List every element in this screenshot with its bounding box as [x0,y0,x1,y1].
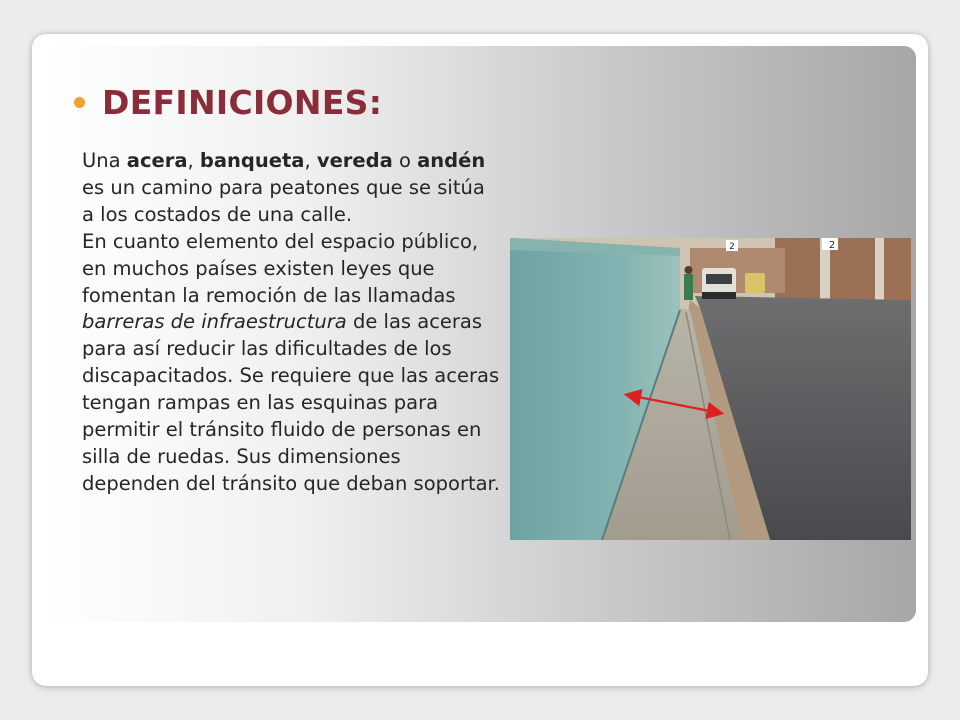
slide-title: DEFINICIONES: [102,82,383,122]
jeep-window [706,274,732,284]
text-run: , [304,149,317,172]
body-text [82,148,502,498]
pedestrian [684,274,693,300]
text-run: En cuanto elemento del espacio público, en muchos países existen leyes que fomentan la remoción de las llamadas [82,229,479,307]
accessibility-paragraph [82,229,502,498]
text-run: o [392,149,418,172]
term-banqueta: banqueta [199,149,305,172]
mototaxi [745,273,765,293]
title-row [74,80,382,124]
sidewalk-photo [510,238,911,540]
text-run: es un camino para peatones que se sitúa a los costados de una calle. [82,175,485,226]
bullet-dot-icon [74,97,85,108]
text-run: de las aceras para así reducir las dificultades de los discapacitados. Se requiere que las aceras tengan rampas en las esquinas para permitir el tránsito fluido de personas en silla de ruedas. Sus dimensiones dependen del tránsito que deban soportar. [82,310,500,495]
term-barreras: barreras de infraestructura [82,310,347,334]
sign-left-number: 2 [729,242,735,252]
sign-right-number: 2 [828,240,836,251]
pedestrian-head [685,266,693,274]
jeep-bumper [702,292,736,299]
text-run: , [187,149,200,172]
term-vereda: vereda [316,149,393,172]
term-anden: andén [417,149,486,172]
term-acera: acera [126,149,188,172]
text-run: Una [82,149,127,172]
definition-paragraph [82,148,502,229]
